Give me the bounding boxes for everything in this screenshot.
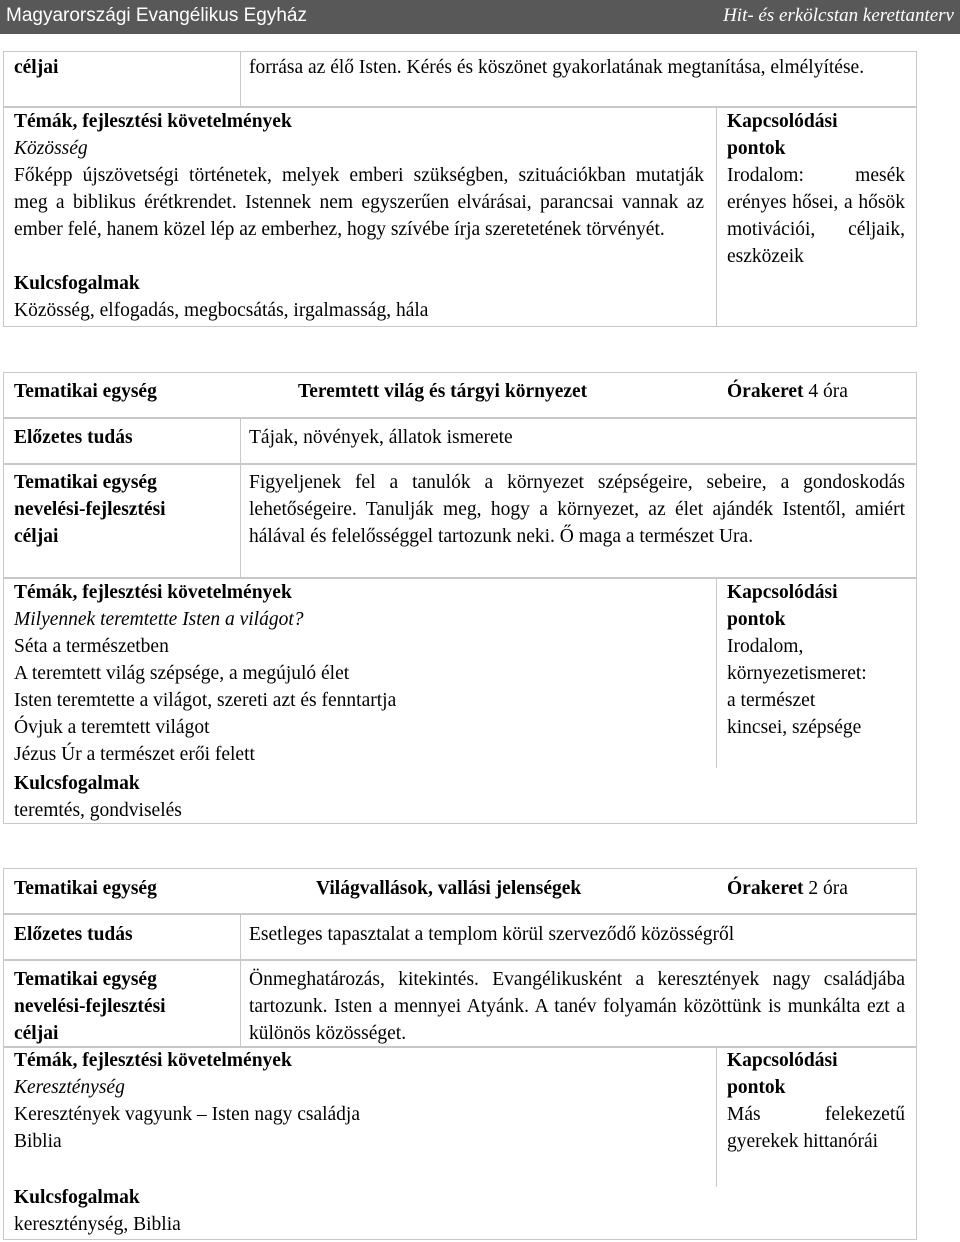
block1-connections-label <box>727 579 838 633</box>
block2-goals-text: Önmeghatározás, kitekintés. Evangélikusként a keresztények nagy családjába tartozunk. Isten a mennyei Atyánk. A tanév folyamán közöttünk is munkálta ezt a különös közösséget. <box>249 969 905 1044</box>
block2-tematikai-label: Tematikai egység <box>14 878 157 899</box>
block1-topics-divider <box>716 578 717 768</box>
block2-goals-divider <box>240 960 241 1047</box>
block2-prior-text: Esetleges tapasztalat a templom körül szerveződő közösségről <box>249 924 735 945</box>
block0-connections-text: Irodalom: mesék erényes hősei, a hősök motivációi, céljaik, eszközeik <box>727 165 905 267</box>
block0-goals-label: céljai <box>14 57 59 78</box>
block1-prior-divider <box>240 418 241 464</box>
block1-tematikai-label: Tematikai egység <box>14 381 157 402</box>
block2-keywords-text: kereszténység, Biblia <box>14 1214 181 1235</box>
block2-topics-header: Témák, fejlesztési követelmények <box>14 1050 292 1071</box>
block1-orakeret <box>727 378 848 405</box>
block2-topics-divider <box>716 1047 717 1187</box>
block1-prior-text: Tájak, növények, állatok ismerete <box>249 427 513 448</box>
block1-connections-line: Irodalom, <box>727 636 804 657</box>
block0-keywords-label: Kulcsfogalmak <box>14 273 140 294</box>
block1-topics-header: Témák, fejlesztési követelmények <box>14 582 292 603</box>
block2-connections-label <box>727 1047 838 1101</box>
block0-topics-header: Témák, fejlesztési követelmények <box>14 111 292 132</box>
list-item: A teremtett világ szépsége, a megújuló élet <box>14 663 350 684</box>
block1-connections-line: a természet <box>727 690 816 711</box>
block2-connections-label-line2: pontok <box>727 1077 786 1098</box>
block1-connections-label-line1: Kapcsolódási <box>727 582 838 603</box>
block2-goals-label-line2: nevelési-fejlesztési <box>14 996 166 1017</box>
list-item: Óvjuk a teremtett világot <box>14 717 210 738</box>
block1-goals-label-line2: nevelési-fejlesztési <box>14 499 166 520</box>
block2-prior-label: Előzetes tudás <box>14 924 133 945</box>
block1-topic-title: Milyennek teremtette Isten a világot? <box>14 609 304 630</box>
block1-keywords-label: Kulcsfogalmak <box>14 773 140 794</box>
block0-goals-text: forrása az élő Isten. Kérés és köszönet gyakorlatának megtanítása, elmélyítése. <box>249 57 865 78</box>
block2-connections-label-line1: Kapcsolódási <box>727 1050 838 1071</box>
block1-topic-list <box>14 633 396 768</box>
block1-prior-label: Előzetes tudás <box>14 427 133 448</box>
block1-connections-line: környezetismeret: <box>727 663 867 684</box>
list-item: Isten teremtette a világot, szereti azt és fenntartja <box>14 690 397 711</box>
block2-goals-label <box>14 966 166 1047</box>
block1-goals-text: Figyeljenek fel a tanulók a környezet szépségeire, sebeire, a gondoskodás lehetőségeire. Tanulják meg, hogy a környezet, az élet ajándék Istentől, amiért hálával és felelősséggel tartozunk neki. Ő maga a természet Ura. <box>249 472 905 547</box>
page-header <box>0 0 960 34</box>
list-item: Biblia <box>14 1131 62 1152</box>
block2-prior-divider <box>240 914 241 960</box>
header-organization: Magyarországi Evangélikus Egyház <box>6 5 307 26</box>
block0-connections-label-line1: Kapcsolódási <box>727 111 838 132</box>
list-item: Jézus Úr a természet erői felett <box>14 744 255 765</box>
block0-keywords-text: Közösség, elfogadás, megbocsátás, irgalmasság, hála <box>14 300 429 321</box>
block2-title: Világvallások, vallási jelenségek <box>316 878 582 899</box>
block0-goals-divider <box>240 51 241 107</box>
block2-goals-label-line1: Tematikai egység <box>14 969 157 990</box>
block1-connections-line: kincsei, szépsége <box>727 717 862 738</box>
block1-orakeret-label: Órakeret <box>727 381 804 402</box>
block1-orakeret-value: 4 óra <box>808 381 848 402</box>
list-item: Keresztények vagyunk – Isten nagy családja <box>14 1104 360 1125</box>
block0-topic-text: Főképp újszövetségi történetek, melyek emberi szükségben, szituációkban mutatják meg a biblikus érétkrendet. Istennek nem egyszerűen elvárásai, parancsai vannak az ember felé, hanem közel lép az emberhez, hogy szívébe írja szeretetének törvényét. <box>14 165 704 240</box>
block0-topics-divider <box>716 107 717 327</box>
block1-keywords-text: teremtés, gondviselés <box>14 800 182 821</box>
block0-topic-title: Közösség <box>14 138 88 159</box>
block2-keywords-label: Kulcsfogalmak <box>14 1187 140 1208</box>
list-item: Séta a természetben <box>14 636 169 657</box>
block2-orakeret-value: 2 óra <box>808 878 848 899</box>
block1-goals-label-line3: céljai <box>14 526 59 547</box>
block2-goals-label-line3: céljai <box>14 1023 59 1044</box>
block2-topic-list <box>14 1101 360 1155</box>
block0-connections-label-line2: pontok <box>727 138 786 159</box>
block2-orakeret-label: Órakeret <box>727 878 804 899</box>
block2-topic-title: Kereszténység <box>14 1077 125 1098</box>
block2-orakeret <box>727 875 848 902</box>
block0-connections-label <box>727 108 838 162</box>
header-document-title: Hit- és erkölcstan kerettanterv <box>723 5 954 26</box>
block2-connections-text: Más felekezetű gyerekek hittanórái <box>727 1104 905 1152</box>
block1-connections-text <box>727 633 867 741</box>
block1-title: Teremtett világ és tárgyi környezet <box>298 381 588 402</box>
block1-goals-label-line1: Tematikai egység <box>14 472 157 493</box>
block1-connections-label-line2: pontok <box>727 609 786 630</box>
block1-goals-label <box>14 469 166 550</box>
block1-goals-divider <box>240 464 241 578</box>
